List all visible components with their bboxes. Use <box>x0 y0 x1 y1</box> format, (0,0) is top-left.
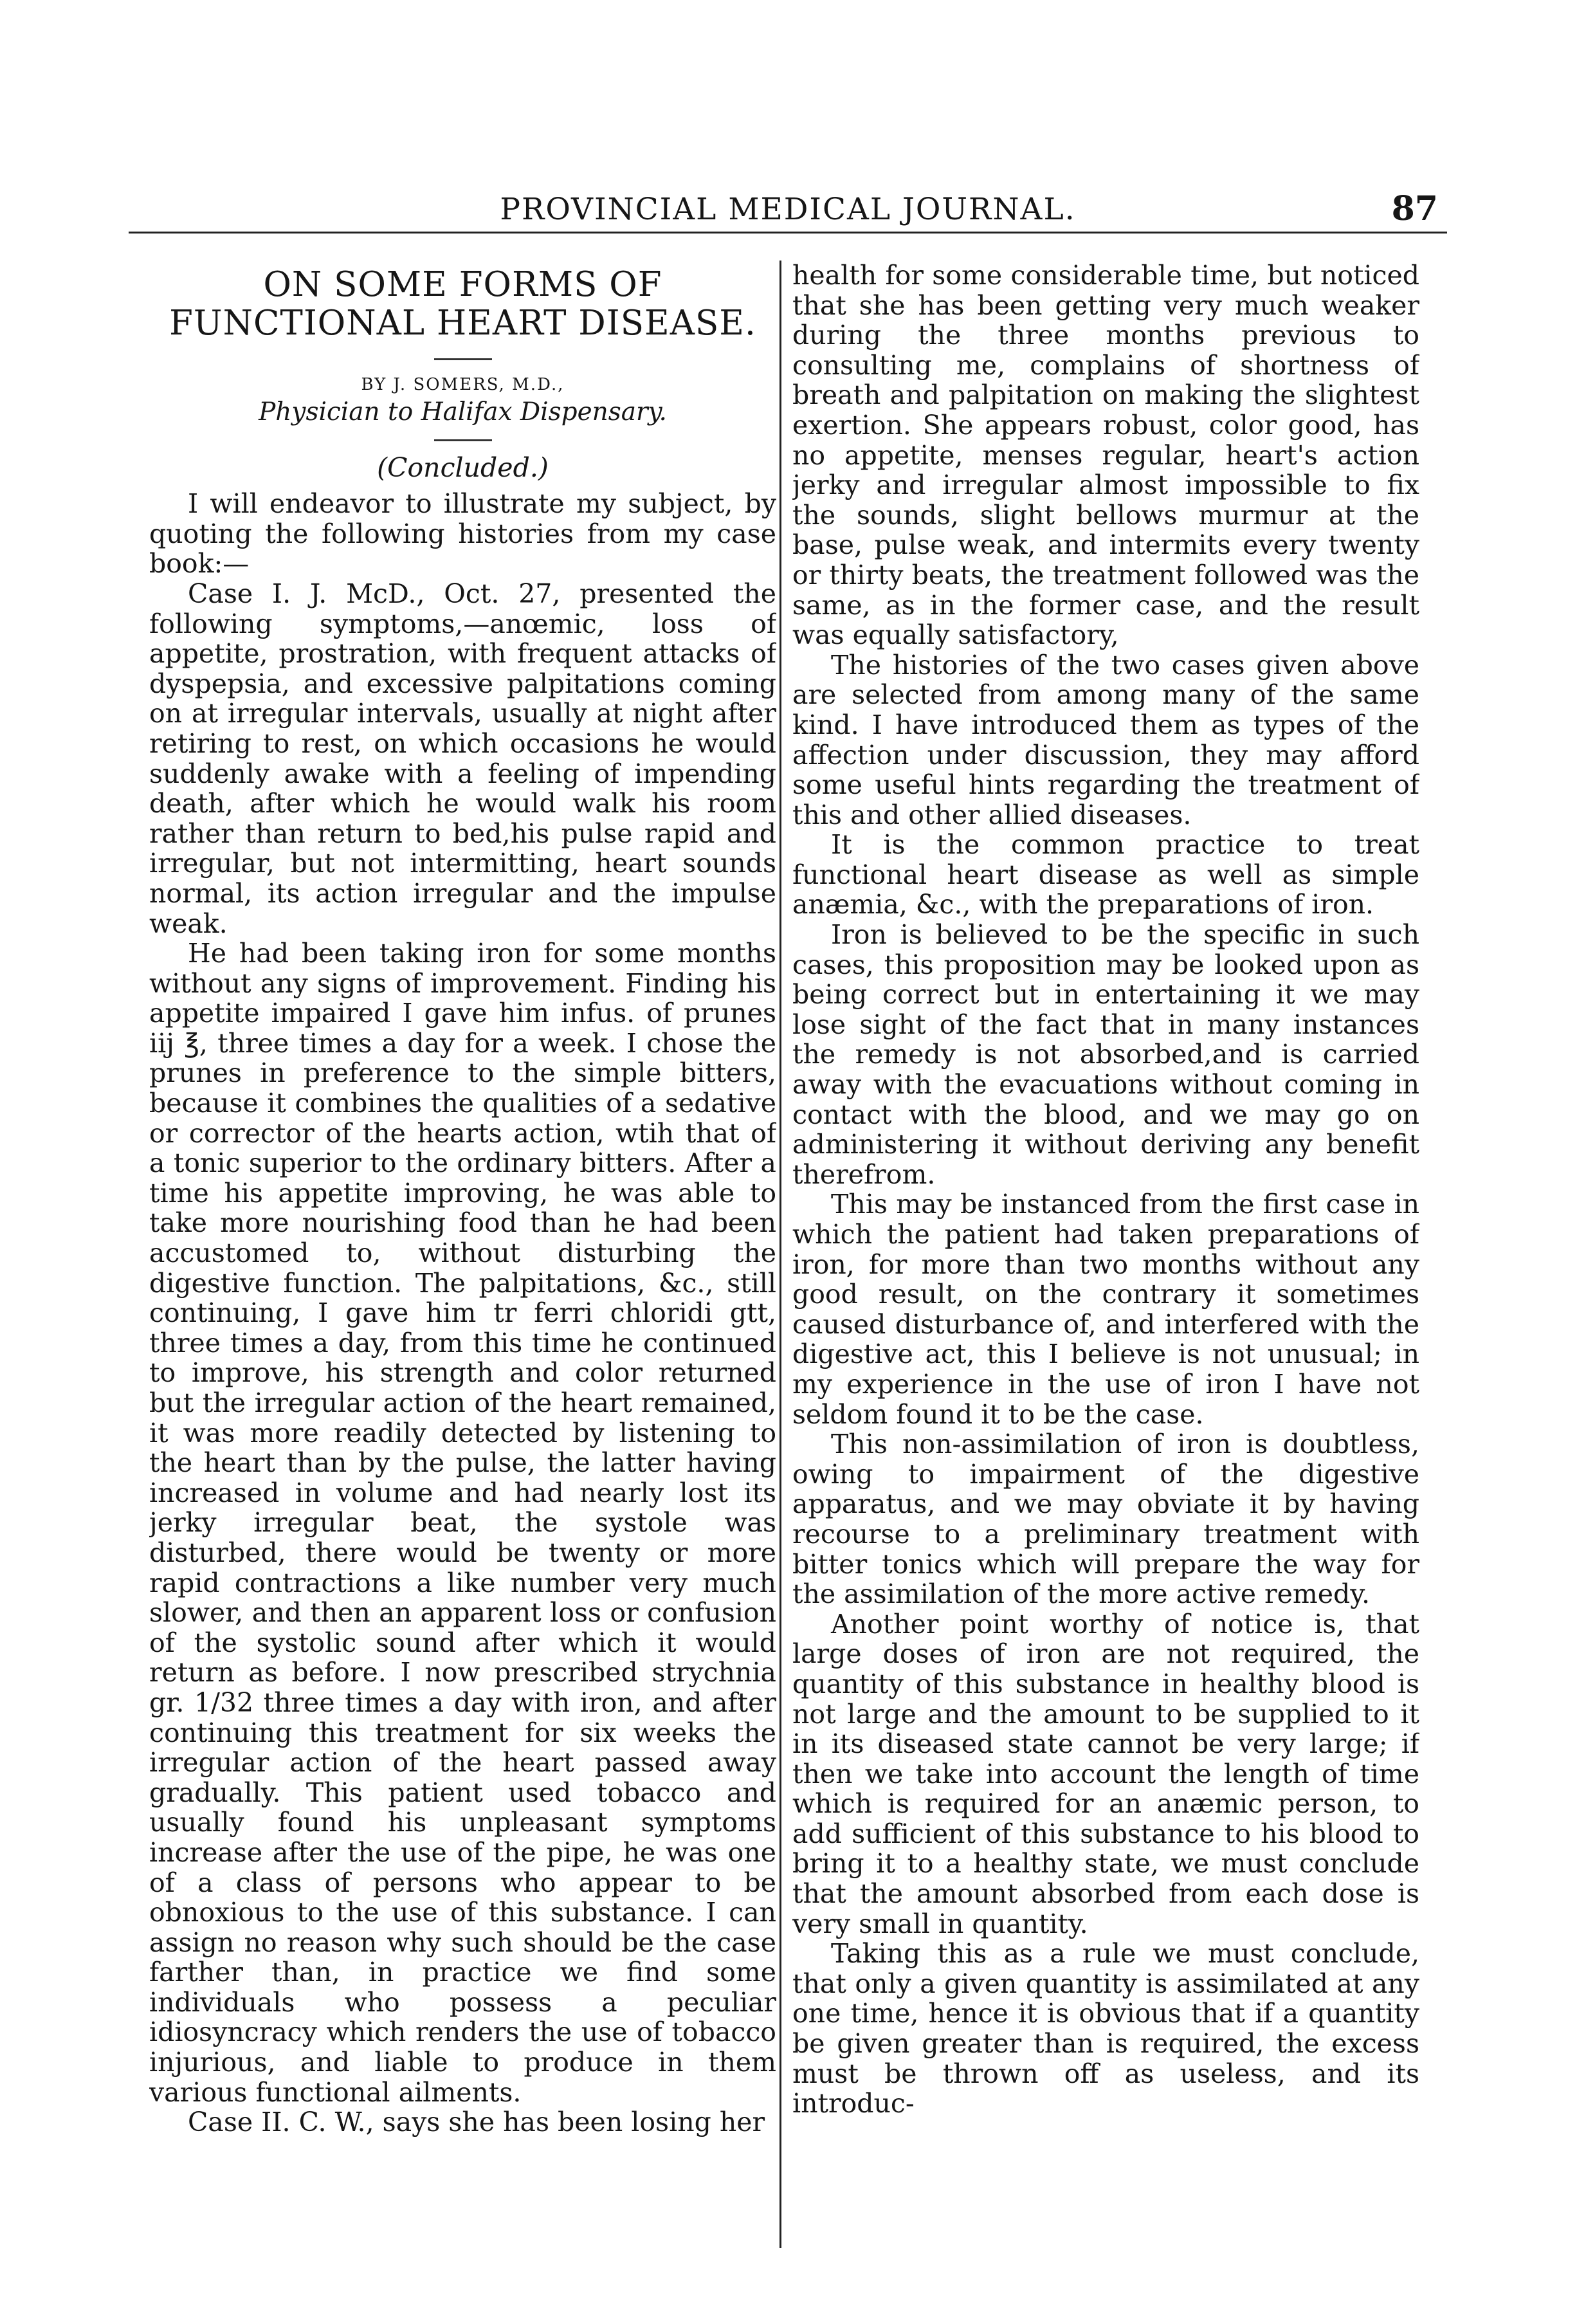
left-column <box>149 261 776 2261</box>
paragraph: He had been taking iron for some months without any signs of improvement. Finding his appetite impaired I gave him infus. of prunes iij ℥, three times a day for a week. I chose the prunes in preference to the simple bitters, because it combines the qualities of a sedative or corrector of the hearts action, wtih that of a tonic superior to the ordinary bitters. After a time his appetite improving, he was able to take more nourishing food than he had been accustomed to, without disturbing the digestive function. The palpitations, &c., still continuing, I gave him tr ferri chloridi gtt, three times a day, from this time he continued to improve, his strength and color returned but the irregular action of the heart remained, it was more readily detected by listening to the heart than by the pulse, the latter having increased in volume and had nearly lost its jerky irregular beat, the systole was disturbed, there would be twenty or more rapid contractions a like number very much slower, and then an apparent loss or confusion of the systolic sound after which it would return as before. I now prescribed strychnia gr. 1/32 three times a day with iron, and after continuing this treatment for six weeks the irregular action of the heart passed away gradually. This patient used tobacco and usually found his unpleasant symptoms increase after the use of the pipe, he was one of a class of persons who appear to be obnoxious to the use of this substance. I can assign no reason why such should be the case farther than, in practice we find some individuals who possess a peculiar idiosyncracy which renders the use of tobacco injurious, and liable to produce in them various functional ailments. <box>149 938 776 2108</box>
concluded-note: (Concluded.) <box>377 452 549 483</box>
paragraph: Iron is believed to be the specific in such cases, this proposition may be looked upon as being correct but in entertaining it we may lose sight of the fact that in many instances the remedy is not absorbed,and is carried away with the evacuations without coming in contact with the blood, and we may go on administering it without deriving any benefit therefrom. <box>792 919 1419 1190</box>
article-title: ON SOME FORMS OF FUNCTIONAL HEART DISEASE. <box>169 265 756 343</box>
column-divider <box>779 261 781 2248</box>
paragraph: This may be instanced from the first case in which the patient had taken preparations of iron, for more than two months without any good result, on the contrary it sometimes caused disturbance of, and interfered with the digestive act, this I believe is not unusual; in my experience in the use of iron I have not seldom found it to be the case. <box>792 1189 1419 1430</box>
paragraph: Taking this as a rule we must conclude, that only a given quantity is assimilated at any one time, hence it is obvious that if a quantity be given greater than is required, the excess must be thrown off as useless, and its introduc- <box>792 1938 1419 2119</box>
paragraph: The histories of the two cases given above are selected from among many of the same kind. I have introduced them as types of the affection under discussion, they may afford some useful hints regarding the treatment of this and other allied diseases. <box>792 649 1419 830</box>
paragraph: Case I. J. McD., Oct. 27, presented the following symptoms,—anœmic, loss of appetite, prostration, with frequent attacks of dyspepsia, and excessive palpitations coming on at irregular intervals, usually at night after retiring to rest, on which occasions he would suddenly awake with a feeling of impending death, after which he would walk his room rather than return to bed,his pulse rapid and irregular, but not intermitting, heart sounds normal, its action irregular and the impulse weak. <box>149 578 776 939</box>
paragraph: This non-assimilation of iron is doubtless, owing to impairment of the digestive apparatus, and we may obviate it by having recourse to a preliminary treatment with bitter tonics which will prepare the way for the assimilation of the more active remedy. <box>792 1429 1419 1610</box>
paragraph: Case II. C. W., says she has been losing her <box>188 2107 765 2138</box>
author-byline: BY J. SOMERS, M.D., <box>361 375 565 394</box>
author-affiliation: Physician to Halifax Dispensary. <box>259 398 667 426</box>
paragraph: I will endeavor to illustrate my subject, by quoting the following histories from my case book:— <box>149 488 776 580</box>
byline-divider-rule <box>434 439 492 441</box>
title-divider-rule <box>434 358 492 360</box>
paragraph: It is the common practice to treat functional heart disease as well as simple anæmia, &c., with the preparations of iron. <box>792 829 1419 920</box>
paragraph: health for some considerable time, but noticed that she has been getting very much weaker during the three months previous to consulting me, complains of shortness of breath and palpitation on making the slightest exertion. She appears robust, color good, has no appetite, menses regular, heart's action jerky and irregular almost impossible to fix the sounds, slight bellows murmur at the base, pulse weak, and intermits every twenty or thirty beats, the treatment followed was the same, as in the former case, and the result was equally satisfactory, <box>792 261 1419 651</box>
page-number: 87 <box>1391 189 1438 228</box>
right-column <box>792 261 1419 2261</box>
running-title: PROVINCIAL MEDICAL JOURNAL. <box>500 192 1076 227</box>
paragraph: Another point worthy of notice is, that large doses of iron are not required, the quantity of this substance in healthy blood is not large and the amount to be supplied to it in its diseased state cannot be very large; if then we take into account the length of time which is required for an anæmic person, to add sufficient of this substance to his blood to bring it to a healthy state, we must conclude that the amount absorbed from each dose is very small in quantity. <box>792 1608 1419 1939</box>
page-header <box>129 187 1447 233</box>
